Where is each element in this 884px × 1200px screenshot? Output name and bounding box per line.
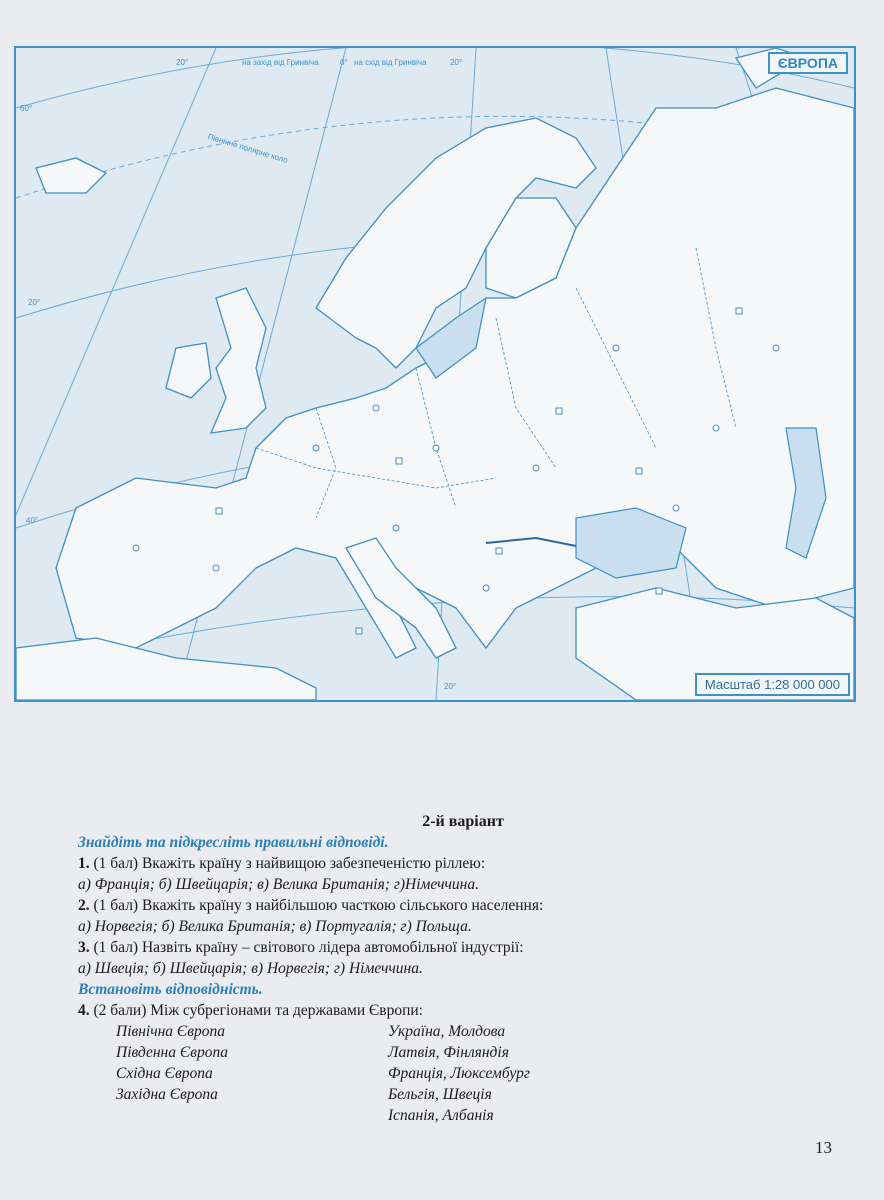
country-pair-item: Бельгія, Швеція	[388, 1086, 492, 1103]
bottom-degree-label: 20°	[444, 682, 457, 691]
subregions-column	[116, 1021, 228, 1105]
iceland-shape	[36, 158, 106, 193]
subregion-item: Південна Європа	[116, 1044, 228, 1061]
question-4-number: 4.	[78, 1002, 90, 1019]
british-isles-shape	[211, 288, 266, 433]
worksheet-text	[78, 811, 838, 1131]
parallel-70	[16, 48, 854, 108]
question-1	[78, 853, 838, 874]
map-title: ЄВРОПА	[768, 52, 848, 74]
top-degree-east: 20°	[450, 58, 463, 67]
country-pair-item: Латвія, Фінляндія	[388, 1044, 509, 1061]
ireland-shape	[166, 343, 211, 398]
question-2-text: (1 бал) Вкажіть країну з найбільшою часткою сільського населення:	[89, 897, 544, 914]
instruction-find-underline: Знайдіть та підкресліть правильні відповіді.	[78, 834, 389, 851]
question-3-number: 3.	[78, 939, 90, 956]
greenwich-zero-label: 0°	[340, 58, 348, 67]
map-drawing	[16, 48, 854, 700]
east-of-greenwich-label: на схід від Гринвіча	[354, 58, 427, 67]
country-pair-item: Франція, Люксембург	[388, 1065, 530, 1082]
top-degree-west: 20°	[176, 58, 189, 67]
country-pair-item: Україна, Молдова	[388, 1023, 506, 1040]
question-1-number: 1.	[78, 855, 90, 872]
question-3-answers: а) Швеція; б) Швейцарія; в) Норвегія; г) Німеччина.	[78, 960, 423, 977]
question-4	[78, 1000, 838, 1021]
question-2	[78, 895, 838, 916]
variant-title: 2-й варіант	[422, 813, 504, 830]
subregion-item: Східна Європа	[116, 1065, 213, 1082]
page-number: 13	[815, 1138, 832, 1157]
question-4-text: (2 бали) Між субрегіонами та державами Європи:	[89, 1002, 423, 1019]
question-2-number: 2.	[78, 897, 90, 914]
europe-contour-map	[14, 46, 856, 702]
arctic-circle-label: Північне полярне коло	[206, 131, 289, 166]
question-2-answers: а) Норвегія; б) Велика Британія; в) Португалія; г) Польща.	[78, 918, 472, 935]
question-3	[78, 937, 838, 958]
subregion-item: Північна Європа	[116, 1023, 226, 1040]
latitude-60-label: 60°	[20, 104, 33, 113]
latitude-40-label: 40°	[26, 516, 39, 525]
countries-column	[388, 1021, 530, 1126]
question-1-answers: а) Франція; б) Швейцарія; в) Велика Британія; г)Німеччина.	[78, 876, 479, 893]
matching-columns	[78, 1021, 838, 1131]
question-3-text: (1 бал) Назвіть країну – світового лідера автомобільної індустрії:	[89, 939, 524, 956]
west-of-greenwich-label: на захід від Гринвіча	[242, 58, 319, 67]
africa-shape	[16, 638, 316, 700]
question-1-text: (1 бал) Вкажіть країну з найвищою забезпеченістю ріллею:	[89, 855, 486, 872]
map-scale: Масштаб 1:28 000 000	[695, 673, 850, 696]
country-pair-item: Іспанія, Албанія	[388, 1107, 494, 1124]
subregion-item: Західна Європа	[116, 1086, 218, 1103]
instruction-match: Встановіть відповідність.	[78, 981, 263, 998]
latitude-20-label: 20°	[28, 298, 41, 307]
